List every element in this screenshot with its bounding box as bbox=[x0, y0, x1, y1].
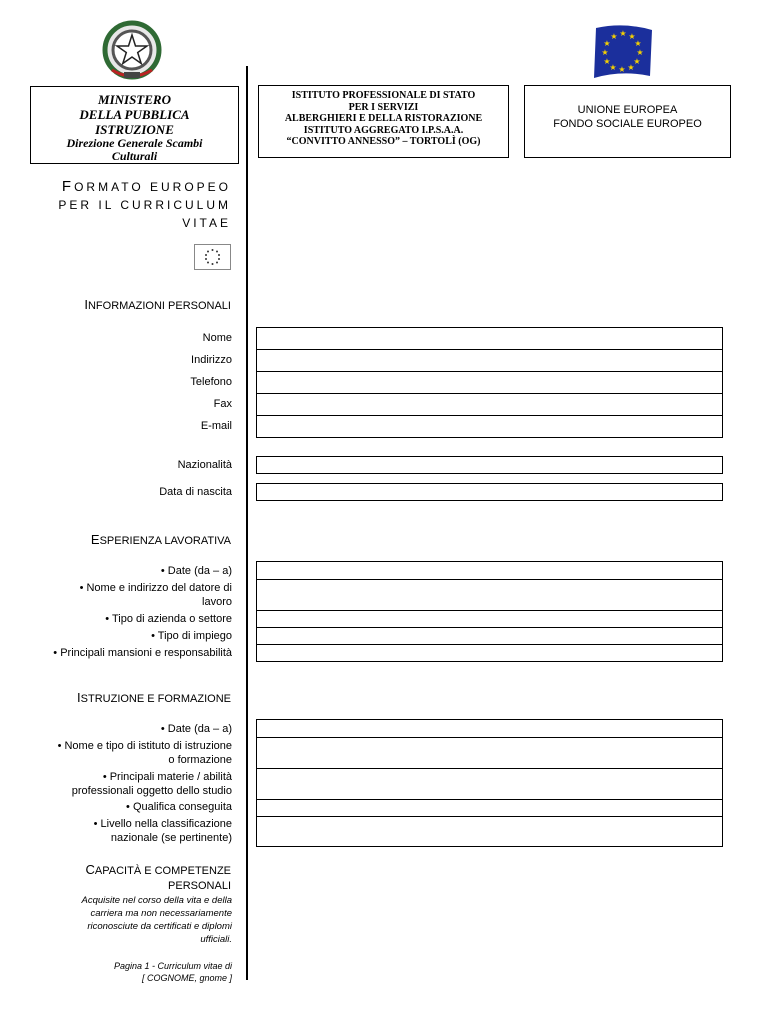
field-nazionalita[interactable] bbox=[256, 456, 723, 474]
vertical-divider bbox=[246, 66, 248, 980]
label-employer-cont: lavoro bbox=[202, 596, 232, 608]
svg-text:★: ★ bbox=[628, 32, 636, 41]
section-rest: STRUZIONE E FORMAZIONE bbox=[80, 693, 231, 705]
field-subjects[interactable] bbox=[256, 768, 723, 800]
ministry-line: MINISTERO bbox=[98, 92, 171, 107]
svg-text:★: ★ bbox=[618, 65, 626, 74]
section-education bbox=[77, 690, 231, 705]
field-indirizzo[interactable] bbox=[256, 349, 723, 372]
skills-note-line: Acquisite nel corso della vita e della bbox=[81, 895, 232, 906]
title-cap: F bbox=[61, 178, 75, 195]
ministry-line: Direzione Generale Scambi bbox=[66, 136, 203, 150]
section-cap: I bbox=[77, 690, 81, 705]
label-job-type: • Tipo di impiego bbox=[151, 630, 232, 642]
label-telefono: Telefono bbox=[190, 376, 232, 388]
label-work-dates: • Date (da – a) bbox=[160, 565, 232, 577]
field-fax[interactable] bbox=[256, 393, 723, 416]
italian-emblem-logo bbox=[100, 20, 164, 84]
svg-text:★: ★ bbox=[601, 48, 609, 57]
page-title-line2: PER IL CURRICULUM bbox=[58, 198, 231, 212]
field-email[interactable] bbox=[256, 415, 723, 438]
ministry-line: ISTRUZIONE bbox=[95, 122, 174, 137]
field-level[interactable] bbox=[256, 816, 723, 847]
label-level: • Livello nella classificazione bbox=[93, 818, 232, 830]
label-employer: • Nome e indirizzo del datore di bbox=[79, 582, 232, 594]
section-rest: APACITÀ E COMPETENZE bbox=[94, 865, 231, 877]
section-skills-line2: PERSONALI bbox=[168, 880, 231, 892]
skills-note-line: ufficiali. bbox=[200, 934, 232, 945]
page-title-line3: VITAE bbox=[182, 216, 231, 230]
label-subjects: • Principali materie / abilità bbox=[102, 771, 232, 783]
skills-note-line: riconosciute da certificati e diplomi bbox=[87, 921, 232, 932]
field-qualification[interactable] bbox=[256, 799, 723, 817]
section-rest: SPERIENZA LAVORATIVA bbox=[99, 535, 231, 547]
label-email: E-mail bbox=[200, 420, 232, 432]
label-indirizzo: Indirizzo bbox=[191, 354, 232, 366]
label-subjects-cont: professionali oggetto dello studio bbox=[71, 785, 232, 797]
svg-text:★: ★ bbox=[603, 57, 611, 66]
eu-flag-logo bbox=[590, 24, 658, 82]
field-data-nascita[interactable] bbox=[256, 483, 723, 501]
ministry-line: Culturali bbox=[111, 149, 158, 163]
section-work-experience bbox=[91, 532, 231, 547]
label-data-nascita: Data di nascita bbox=[159, 486, 232, 498]
field-employer[interactable] bbox=[256, 579, 723, 611]
page-title-line1 bbox=[62, 178, 231, 195]
skills-note-line: carriera ma non necessariamente bbox=[90, 908, 232, 919]
svg-text:★: ★ bbox=[610, 32, 618, 41]
institute-line: ISTITUTO PROFESSIONALE DI STATO bbox=[291, 90, 476, 101]
section-cap: I bbox=[84, 297, 88, 312]
label-nome: Nome bbox=[202, 332, 232, 344]
svg-text:★: ★ bbox=[634, 39, 642, 48]
institute-line: ALBERGHIERI E DELLA RISTORAZIONE bbox=[284, 113, 483, 124]
label-edu-dates: • Date (da – a) bbox=[160, 723, 232, 735]
field-responsibilities[interactable] bbox=[256, 644, 723, 662]
section-personal-info bbox=[84, 297, 231, 312]
label-level-cont: nazionale (se pertinente) bbox=[110, 832, 232, 844]
section-cap: E bbox=[90, 532, 100, 547]
field-edu-dates[interactable] bbox=[256, 719, 723, 738]
section-cap: C bbox=[85, 862, 95, 877]
footer-name: [ COGNOME, gnome ] bbox=[141, 973, 232, 983]
eu-box bbox=[524, 85, 731, 158]
eu-line: FONDO SOCIALE EUROPEO bbox=[553, 118, 702, 130]
svg-text:★: ★ bbox=[636, 48, 644, 57]
section-skills bbox=[86, 862, 231, 877]
field-company-type[interactable] bbox=[256, 610, 723, 628]
label-nazionalita: Nazionalità bbox=[177, 459, 232, 471]
label-company-type: • Tipo di azienda o settore bbox=[105, 613, 232, 625]
label-institute-cont: o formazione bbox=[168, 754, 232, 766]
label-qualification: • Qualifica conseguita bbox=[126, 801, 232, 813]
institute-box bbox=[258, 85, 509, 158]
label-fax: Fax bbox=[213, 398, 232, 410]
field-telefono[interactable] bbox=[256, 371, 723, 394]
eu-line: UNIONE EUROPEA bbox=[577, 104, 678, 116]
europass-eu-icon bbox=[194, 244, 231, 270]
institute-line: PER I SERVIZI bbox=[348, 101, 419, 113]
svg-text:★: ★ bbox=[627, 63, 635, 72]
title-rest: ORMATO EUROPEO bbox=[74, 180, 231, 194]
footer bbox=[114, 960, 232, 984]
ministry-box bbox=[30, 86, 239, 164]
svg-text:★: ★ bbox=[633, 57, 641, 66]
institute-line: ISTITUTO AGGREGATO I.P.S.A.A. bbox=[303, 124, 464, 136]
institute-line: “CONVITTO ANNESSO” – TORTOLÌ (OG) bbox=[286, 136, 481, 147]
section-rest: NFORMAZIONI PERSONALI bbox=[87, 300, 231, 312]
svg-text:★: ★ bbox=[603, 39, 611, 48]
field-nome[interactable] bbox=[256, 327, 723, 350]
skills-note bbox=[42, 894, 232, 946]
ministry-line: DELLA PUBBLICA bbox=[79, 107, 190, 122]
svg-text:★: ★ bbox=[609, 63, 617, 72]
footer-page: Pagina 1 - Curriculum vitae di bbox=[113, 961, 232, 971]
svg-text:★: ★ bbox=[619, 29, 627, 38]
field-job-type[interactable] bbox=[256, 627, 723, 645]
label-responsibilities: • Principali mansioni e responsabilità bbox=[53, 647, 232, 659]
field-institute[interactable] bbox=[256, 737, 723, 769]
label-institute: • Nome e tipo di istituto di istruzione bbox=[57, 740, 232, 752]
field-work-dates[interactable] bbox=[256, 561, 723, 580]
